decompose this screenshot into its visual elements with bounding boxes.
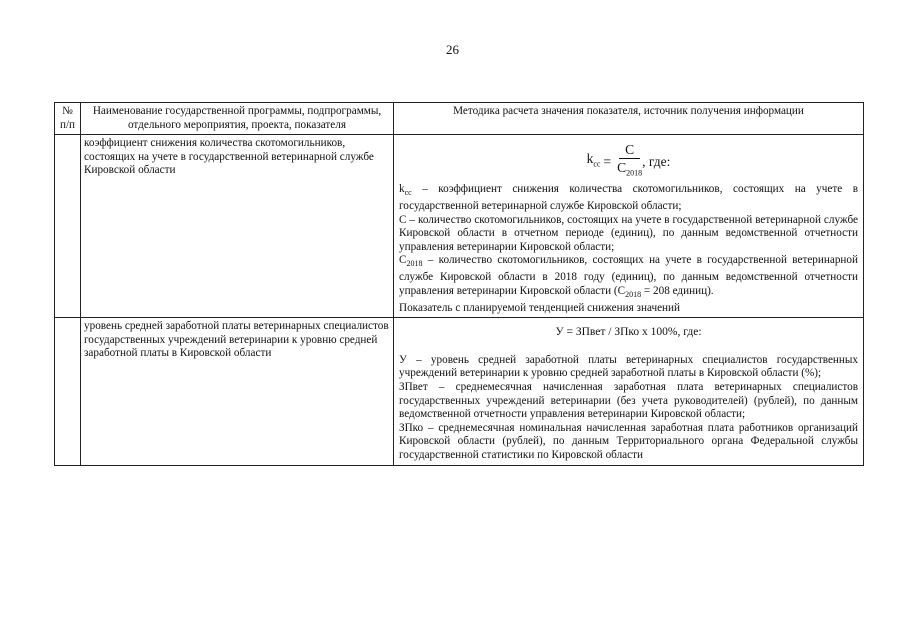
indicator-name: коэффициент снижения количества скотомогильников, состоящих на учете в государственной ветеринарной службе Кировской области: [81, 135, 394, 318]
description-line: ЗПко – среднемесячная номинальная начисленная заработная плата работников организаций Кировской области (рублей), по данным Территориального органа Федеральной службы государственной статистики по Кировской области: [399, 421, 858, 461]
header-num: № п/п: [55, 103, 81, 135]
method-cell: [394, 318, 864, 465]
row-num-cell: [55, 318, 81, 465]
formula-suffix: , где:: [642, 153, 671, 169]
method-description: [397, 183, 860, 315]
header-name: Наименование государственной программы, подпрограммы, отдельного мероприятия, проекта, показателя: [81, 103, 394, 135]
page-number: 26: [446, 42, 459, 57]
indicator-name: уровень средней заработной платы ветеринарных специалистов государственных учреждений ветеринарии к уровню средней заработной платы в Кировской области: [81, 318, 394, 465]
formula-lhs: k: [586, 150, 594, 166]
formula-eq: =: [603, 153, 612, 169]
table-row: [55, 318, 864, 465]
formula-lhs-sub: сс: [593, 159, 601, 169]
description-line: Показатель с планируемой тенденцией снижения значений: [399, 301, 681, 314]
row-num-cell: [55, 135, 81, 318]
formula: [397, 139, 860, 183]
method-description: [397, 354, 860, 463]
description-line: ЗПвет – среднемесячная начисленная заработная плата ветеринарных специалистов государственных учреждений ветеринарии (без учета руководителей) (рублей), по данным ведомственной отчетности управления ветеринарии Кировской области;: [399, 381, 858, 421]
header-method: Методика расчета значения показателя, источник получения информации: [394, 103, 864, 135]
description-line: У – уровень средней заработной платы ветеринарных специалистов государственных учреждений ветеринарии к уровню средней заработной платы в Кировской области (%);: [399, 353, 858, 380]
indicators-table: [54, 102, 864, 466]
method-cell: [394, 135, 864, 318]
table-header-row: [55, 103, 864, 135]
formula-numerator: С: [619, 142, 640, 159]
table-row: [55, 135, 864, 318]
formula-denominator: $С_{2018}$: [617, 160, 643, 178]
description-line: $С_{2018}$ – количество скотомогильников, состоящих на учете в государственной ветеринарной службе Кировской области в 2018 году (единиц), по данным ведомственной отчетности управления ветеринарии Кировской области ($С_{2018} = 208$ единиц).: [399, 254, 858, 300]
description-line: С – количество скотомогильников, состоящих на учете в государственной ветеринарной службе Кировской области в отчетном периоде (единиц), по данным ведомственной отчетности управления ветеринарии Кировской области;: [399, 213, 858, 253]
description-line: $k_{сс}$ – коэффициент снижения количества скотомогильников, состоящих на учете в государственной ветеринарной службе Кировской области;: [399, 183, 858, 213]
formula: У = ЗПвет / ЗПко х 100%, где:: [555, 326, 702, 339]
formula-fraction: [617, 142, 642, 181]
